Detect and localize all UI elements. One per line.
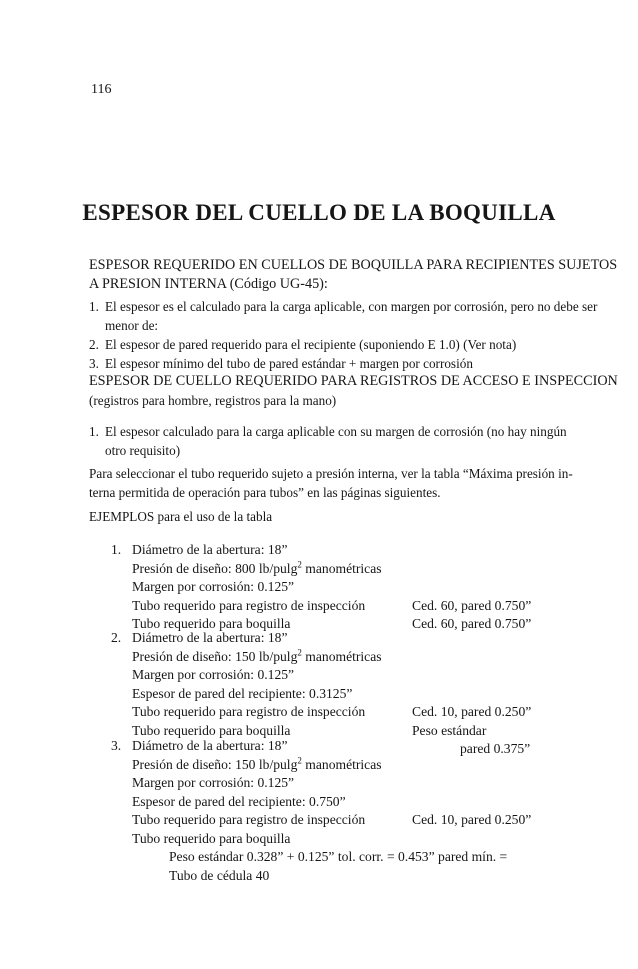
section2-item-1: [89, 422, 567, 460]
example-pressure: Presión de diseño: 800 lb/pulg$^2$ manométricas: [132, 558, 382, 576]
superscript: 2: [297, 558, 302, 569]
example-pressure: Presión de diseño: 150 lb/pulg$^2$ manométricas: [132, 754, 382, 772]
example-1: [111, 541, 532, 634]
superscript: 2: [297, 754, 302, 765]
paragraph-line1: Para seleccionar el tubo requerido sujeto a presión interna, ver la tabla “Máxima presión in-: [89, 466, 573, 481]
item-number: 1.: [89, 424, 99, 439]
section2-heading: [89, 372, 618, 411]
section1-heading-line1: ESPESOR REQUERIDO EN CUELLOS DE BOQUILLA PARA RECIPIENTES SUJETOS: [89, 257, 618, 273]
example-wall-thickness: Espesor de pared del recipiente: 0.750”: [132, 793, 346, 809]
item-text-continued: otro requisito): [105, 443, 181, 458]
registro-label: Tubo requerido para registro de inspección: [132, 704, 366, 719]
example-margin: Margen por corrosión: 0.125”: [132, 775, 295, 790]
boquilla-label: Tubo requerido para boquilla: [132, 722, 291, 738]
registro-value: Ced. 10, pared 0.250”: [412, 704, 532, 719]
registro-value: Ced. 60, pared 0.750”: [412, 597, 532, 613]
section1-item-2: [89, 335, 516, 354]
example-diameter: Diámetro de la abertura: 18”: [132, 630, 288, 645]
calculation-line: Peso estándar 0.328” + 0.125” tol. corr. = 0.453” pared mín. =: [169, 849, 508, 864]
example-diameter: Diámetro de la abertura: 18”: [132, 542, 288, 557]
superscript: 2: [297, 646, 302, 657]
calculation-result: Tubo de cédula 40: [169, 867, 270, 883]
example-wall-thickness: Espesor de pared del recipiente: 0.3125”: [132, 685, 353, 701]
item-text: El espesor es el calculado para la carga aplicable, con margen por corrosión, pero no debe ser: [105, 299, 598, 314]
example-margin: Margen por corrosión: 0.125”: [132, 667, 295, 682]
example-diameter: Diámetro de la abertura: 18”: [132, 738, 288, 753]
section1-item-3: [89, 354, 473, 373]
item-number: 3.: [89, 356, 99, 371]
instruction-paragraph: [89, 464, 573, 502]
registro-label: Tubo requerido para registro de inspección: [132, 597, 366, 613]
boquilla-label: Tubo requerido para boquilla: [132, 616, 291, 631]
boquilla-label: Tubo requerido para boquilla: [132, 830, 291, 846]
example-number: 2.: [111, 630, 122, 645]
boquilla-value: Peso estándar: [412, 722, 487, 738]
item-text: El espesor mínimo del tubo de pared estándar + margen por corrosión: [105, 356, 473, 371]
examples-heading: EJEMPLOS para el uso de la tabla: [89, 509, 273, 524]
registro-label: Tubo requerido para registro de inspección: [132, 812, 366, 827]
item-text: El espesor calculado para la carga aplicable con su margen de corrosión (no hay ningún: [105, 424, 567, 439]
boquilla-value-continued: pared 0.375”: [460, 741, 531, 756]
example-3: [111, 737, 532, 885]
item-text: El espesor de pared requerido para el recipiente (suponiendo E 1.0) (Ver nota): [105, 337, 517, 352]
item-number: 1.: [89, 299, 99, 314]
example-number: 3.: [111, 738, 122, 753]
paragraph-line2: terna permitida de operación para tubos” en las páginas siguientes.: [89, 485, 441, 500]
page-number: 116: [91, 82, 112, 97]
item-text-continued: menor de:: [105, 318, 159, 333]
section2-heading-line2: (registros para hombre, registros para la mano): [89, 393, 337, 408]
example-pressure: Presión de diseño: 150 lb/pulg$^2$ manométricas: [132, 646, 382, 664]
page-title: ESPESOR DEL CUELLO DE LA BOQUILLA: [82, 200, 556, 225]
boquilla-value: Ced. 60, pared 0.750”: [412, 616, 532, 631]
section1-heading: [89, 256, 617, 294]
example-number: 1.: [111, 542, 122, 557]
item-number: 2.: [89, 337, 99, 352]
example-margin: Margen por corrosión: 0.125”: [132, 579, 295, 594]
section2-heading-line1: ESPESOR DE CUELLO REQUERIDO PARA REGISTROS DE ACCESO E INSPECCION: [89, 373, 618, 389]
section1-item-1: [89, 297, 597, 335]
registro-value: Ced. 10, pared 0.250”: [412, 812, 532, 827]
section1-heading-line2: A PRESION INTERNA (Código UG-45):: [89, 276, 328, 292]
